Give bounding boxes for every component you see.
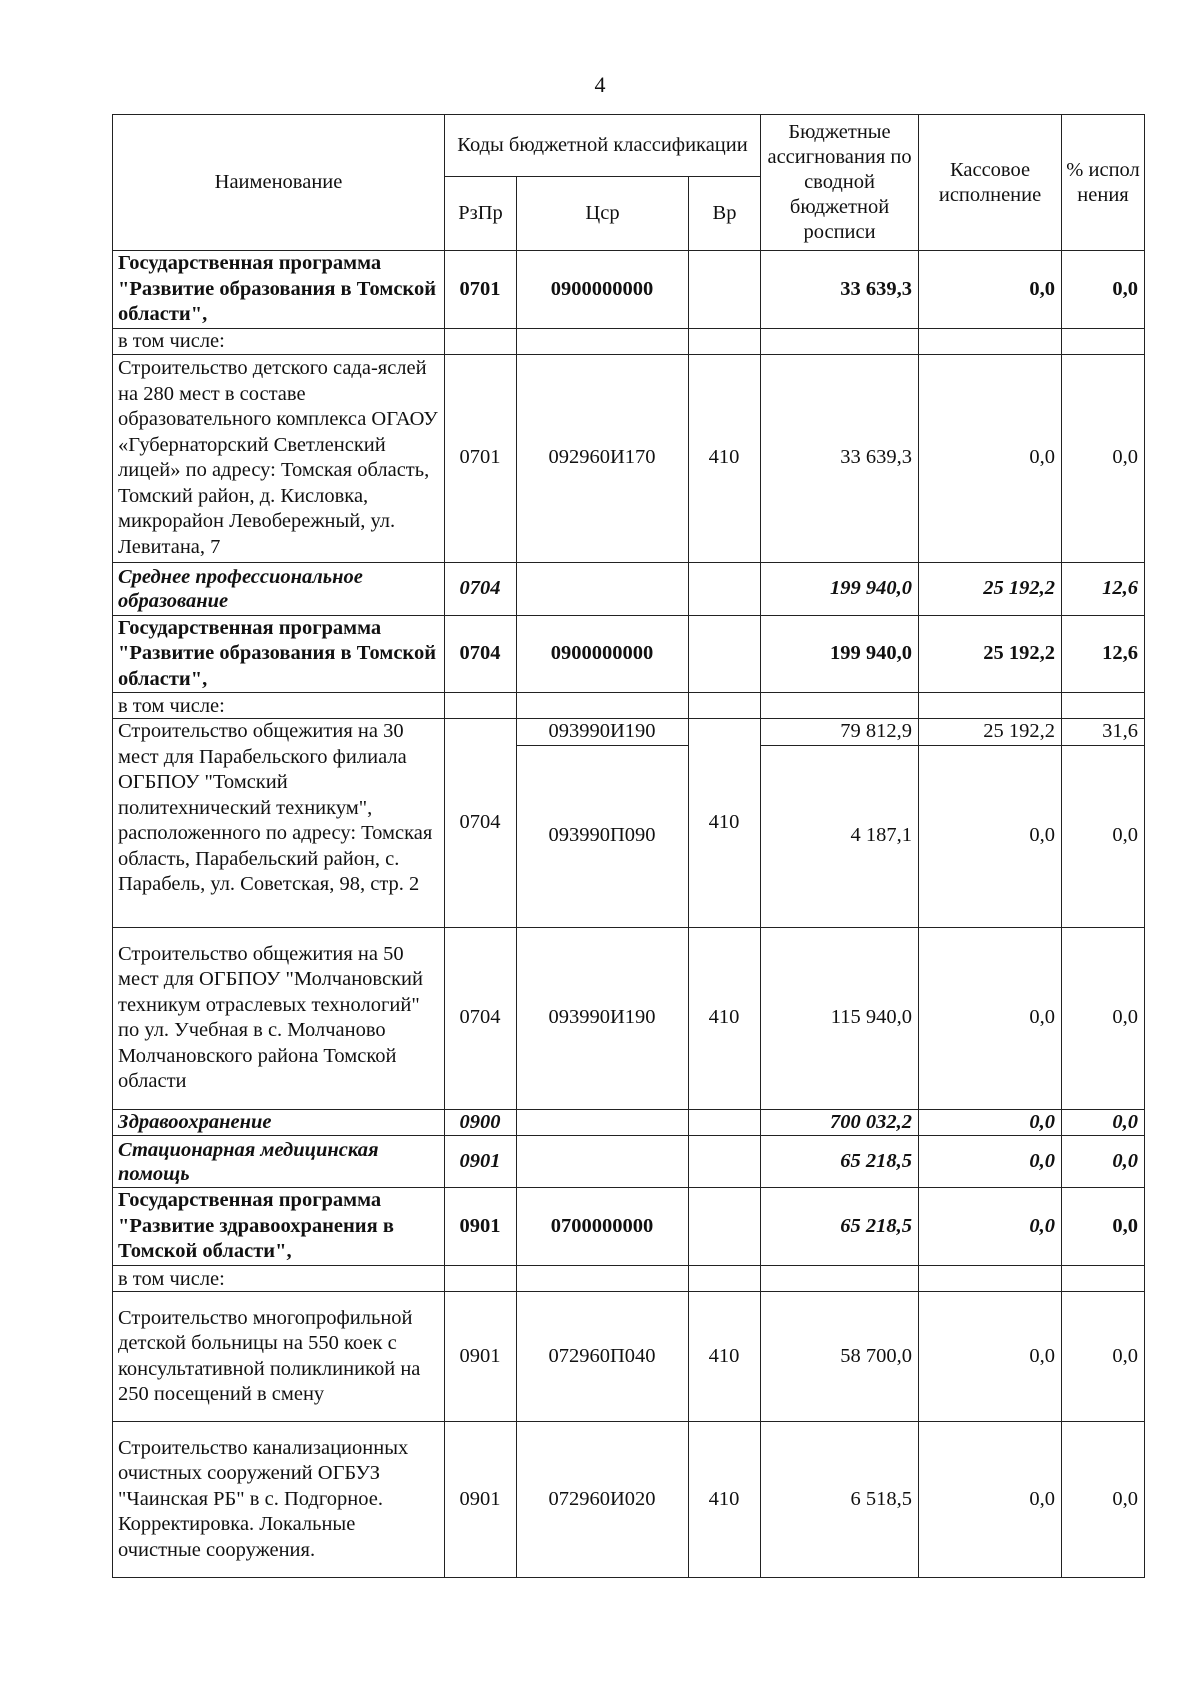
row-vr [689, 251, 761, 329]
row-vr: 410 [689, 1422, 761, 1578]
table-row [113, 693, 1145, 719]
row-csr: 0700000000 [517, 1188, 689, 1266]
row-percent: 0,0 [1062, 927, 1145, 1109]
header-codes-group: Коды бюджетной классификации [445, 115, 761, 177]
row-vr: 410 [689, 719, 761, 928]
row-cash: 25 192,2 [919, 562, 1062, 615]
row-csr: 072960И020 [517, 1422, 689, 1578]
row-name: Строительство общежития на 50 мест для ОГБПОУ "Молчановский техникум отраслевых технологий" по ул. Учебная в с. Молчаново Молчановского района Томской области [113, 927, 445, 1109]
row-cash: 0,0 [919, 927, 1062, 1109]
row-plan: 6 518,5 [761, 1422, 919, 1578]
row-rzpr: 0704 [445, 562, 517, 615]
row-percent: 12,6 [1062, 562, 1145, 615]
row-cash: 0,0 [919, 1136, 1062, 1188]
row-name: Среднее профессиональное образование [113, 562, 445, 615]
row-vr: 410 [689, 1292, 761, 1422]
row-plan: 33 639,3 [761, 251, 919, 329]
row-percent: 0,0 [1062, 745, 1145, 927]
table-row [113, 328, 1145, 354]
row-plan: 199 940,0 [761, 615, 919, 693]
row-rzpr: 0901 [445, 1292, 517, 1422]
row-plan: 115 940,0 [761, 927, 919, 1109]
row-cash: 0,0 [919, 1422, 1062, 1578]
row-percent: 12,6 [1062, 615, 1145, 693]
row-rzpr: 0901 [445, 1188, 517, 1266]
row-name: в том числе: [113, 693, 445, 719]
row-name: Строительство канализационных очистных сооружений ОГБУЗ "Чаинская РБ" в с. Подгорное. Корректировка. Локальные очистные сооружения. [113, 1422, 445, 1578]
row-plan: 199 940,0 [761, 562, 919, 615]
header-csr: Цср [517, 177, 689, 251]
table-row [113, 1266, 1145, 1292]
row-plan: 65 218,5 [761, 1188, 919, 1266]
header-rzpr: РзПр [445, 177, 517, 251]
row-cash: 25 192,2 [919, 615, 1062, 693]
header-assignments: Бюджетные ассигнования по сводной бюджетной росписи [761, 115, 919, 251]
row-csr: 0900000000 [517, 615, 689, 693]
row-rzpr: 0900 [445, 1109, 517, 1136]
row-rzpr: 0701 [445, 354, 517, 562]
row-plan: 79 812,9 [761, 719, 919, 746]
row-name: в том числе: [113, 1266, 445, 1292]
row-csr: 093990П090 [517, 745, 689, 927]
row-name: Строительство общежития на 30 мест для Парабельского филиала ОГБПОУ "Томский политехнический техникум", расположенного по адресу: Томская область, Парабельский район, с. Парабель, ул. Советская, 98, стр. 2 [113, 719, 445, 928]
row-rzpr: 0704 [445, 615, 517, 693]
row-percent: 31,6 [1062, 719, 1145, 746]
row-cash: 0,0 [919, 1188, 1062, 1266]
row-csr: 092960И170 [517, 354, 689, 562]
row-cash: 0,0 [919, 251, 1062, 329]
page-number: 4 [594, 72, 606, 97]
row-percent: 0,0 [1062, 1109, 1145, 1136]
row-vr: 410 [689, 354, 761, 562]
row-plan: 33 639,3 [761, 354, 919, 562]
table-row [113, 1188, 1145, 1266]
table-row [113, 1136, 1145, 1188]
header-cash: Кассовое исполнение [919, 115, 1062, 251]
header-vr: Вр [689, 177, 761, 251]
row-percent: 0,0 [1062, 1136, 1145, 1188]
row-cash: 0,0 [919, 1292, 1062, 1422]
row-csr: 072960П040 [517, 1292, 689, 1422]
row-vr: 410 [689, 927, 761, 1109]
row-cash: 0,0 [919, 1109, 1062, 1136]
row-cash: 0,0 [919, 354, 1062, 562]
row-plan: 65 218,5 [761, 1136, 919, 1188]
row-plan: 4 187,1 [761, 745, 919, 927]
row-csr: 0900000000 [517, 251, 689, 329]
row-percent: 0,0 [1062, 354, 1145, 562]
header-percent: % испол нения [1062, 115, 1145, 251]
table-row [113, 615, 1145, 693]
row-name: Государственная программа "Развитие образования в Томской области", [113, 615, 445, 693]
table-row [113, 1422, 1145, 1578]
row-rzpr: 0901 [445, 1136, 517, 1188]
row-name: Строительство многопрофильной детской больницы на 550 коек с консультативной поликлиникой на 250 посещений в смену [113, 1292, 445, 1422]
table-row [113, 354, 1145, 562]
row-cash: 25 192,2 [919, 719, 1062, 746]
row-name: в том числе: [113, 328, 445, 354]
row-name: Здравоохранение [113, 1109, 445, 1136]
row-cash: 0,0 [919, 745, 1062, 927]
row-rzpr: 0901 [445, 1422, 517, 1578]
row-name: Государственная программа "Развитие образования в Томской области", [113, 251, 445, 329]
row-csr: 093990И190 [517, 927, 689, 1109]
row-rzpr: 0704 [445, 719, 517, 928]
row-percent: 0,0 [1062, 1188, 1145, 1266]
table-row [113, 927, 1145, 1109]
row-plan: 700 032,2 [761, 1109, 919, 1136]
table-row [113, 1109, 1145, 1136]
row-rzpr: 0701 [445, 251, 517, 329]
table-row [113, 251, 1145, 329]
row-csr: 093990И190 [517, 719, 689, 746]
row-percent: 0,0 [1062, 251, 1145, 329]
table-row [113, 719, 1145, 746]
row-rzpr: 0704 [445, 927, 517, 1109]
row-percent: 0,0 [1062, 1292, 1145, 1422]
table-row [113, 562, 1145, 615]
row-name: Стационарная медицинская помощь [113, 1136, 445, 1188]
row-plan: 58 700,0 [761, 1292, 919, 1422]
row-name: Строительство детского сада-яслей на 280 мест в составе образовательного комплекса ОГАОУ «Губернаторский Светленский лицей» по адресу: Томская область, Томский район, д. Кисловка, микрорайон Левобережный, ул. Левитана, 7 [113, 354, 445, 562]
table-row [113, 1292, 1145, 1422]
header-name: Наименование [113, 115, 445, 251]
budget-execution-table [112, 114, 1145, 1578]
row-name: Государственная программа "Развитие здравоохранения в Томской области", [113, 1188, 445, 1266]
row-percent: 0,0 [1062, 1422, 1145, 1578]
